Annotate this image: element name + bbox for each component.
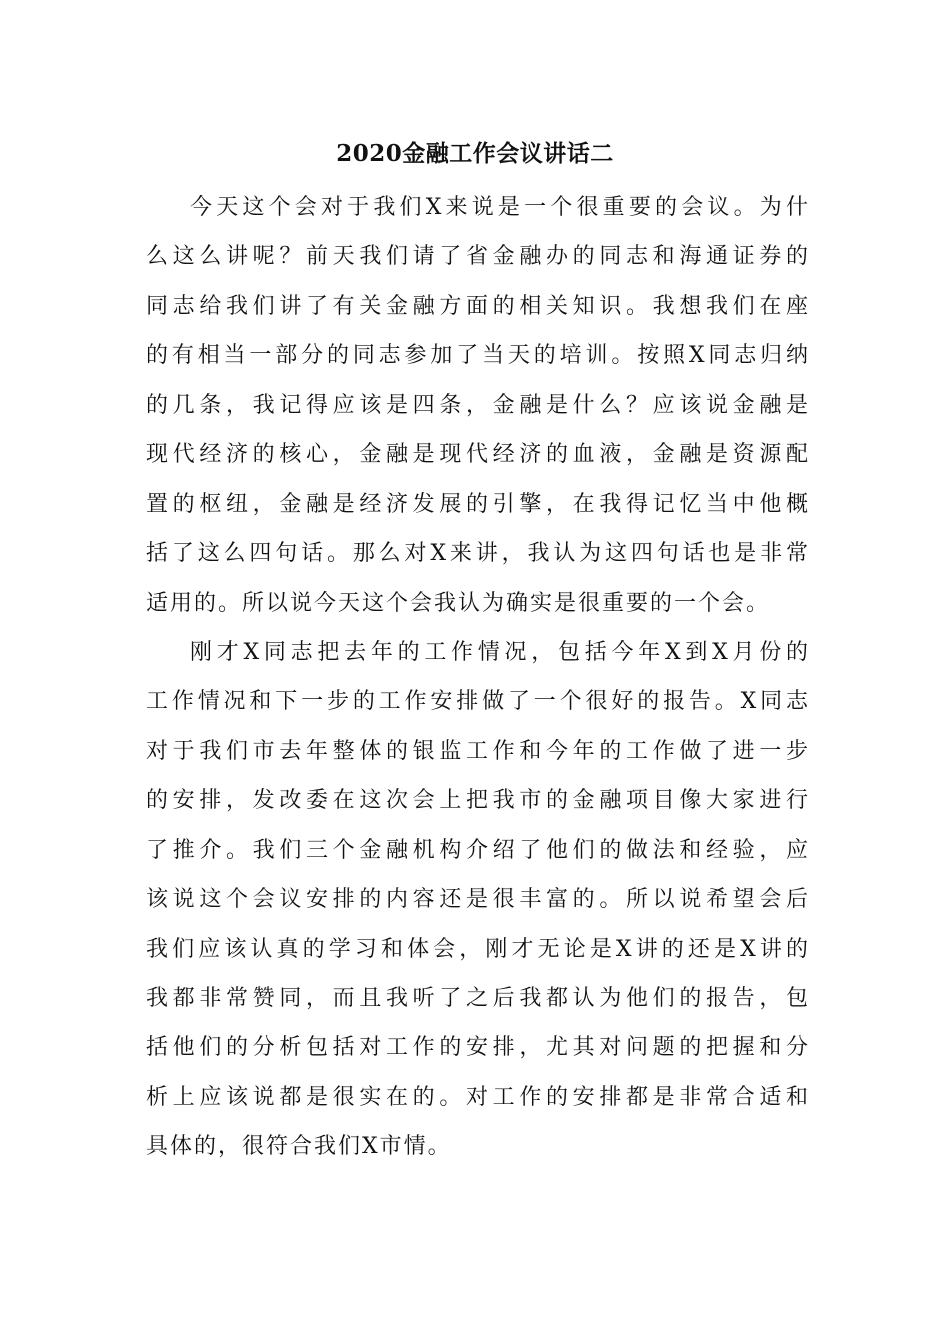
paragraph-1-line: 括了这么四句话。那么对X来讲，我认为这四句话也是非常	[146, 541, 810, 567]
document-title: 2020金融工作会议讲话二	[336, 140, 614, 167]
paragraph-2-line: 的安排，发改委在这次会上把我市的金融项目像大家进行	[146, 788, 810, 814]
paragraph-1-line: 今天这个会对于我们X来说是一个很重要的会议。为什	[190, 195, 810, 220]
paragraph-1-line: 的几条，我记得应该是四条，金融是什么？应该说金融是	[146, 392, 810, 418]
paragraph-1-line: 么这么讲呢？前天我们请了省金融办的同志和海通证券的	[146, 244, 810, 270]
paragraph-2-line: 具体的，很符合我们X市情。	[146, 1134, 452, 1160]
paragraph-1-line: 置的枢纽，金融是经济发展的引擎，在我得记忆当中他概	[146, 491, 810, 517]
paragraph-2-line: 析上应该说都是很实在的。对工作的安排都是非常合适和	[146, 1084, 810, 1110]
paragraph-2-line: 我都非常赞同，而且我听了之后我都认为他们的报告，包	[146, 986, 810, 1011]
paragraph-2-line: 工作情况和下一步的工作安排做了一个很好的报告。X同志	[146, 689, 810, 715]
paragraph-2-line: 对于我们市去年整体的银监工作和今年的工作做了进一步	[146, 738, 810, 764]
paragraph-1-line: 同志给我们讲了有关金融方面的相关知识。我想我们在座	[146, 293, 810, 319]
paragraph-2-line: 了推介。我们三个金融机构介绍了他们的做法和经验，应	[146, 837, 810, 863]
paragraph-2-line: 刚才X同志把去年的工作情况，包括今年X到X月份的	[190, 639, 810, 665]
paragraph-2-line: 我们应该认真的学习和体会，刚才无论是X讲的还是X讲的	[146, 936, 810, 962]
document-body	[146, 183, 810, 1172]
paragraph-2-line: 括他们的分析包括对工作的安排，尤其对问题的把握和分	[146, 1035, 810, 1061]
paragraph-2-line: 该说这个会议安排的内容还是很丰富的。所以说希望会后	[146, 887, 810, 913]
paragraph-1-line: 适用的。所以说今天这个会我认为确实是很重要的一个会。	[146, 590, 771, 616]
paragraph-1-line: 的有相当一部分的同志参加了当天的培训。按照X同志归纳	[146, 343, 810, 369]
paragraph-1-line: 现代经济的核心，金融是现代经济的血液，金融是资源配	[146, 442, 810, 468]
